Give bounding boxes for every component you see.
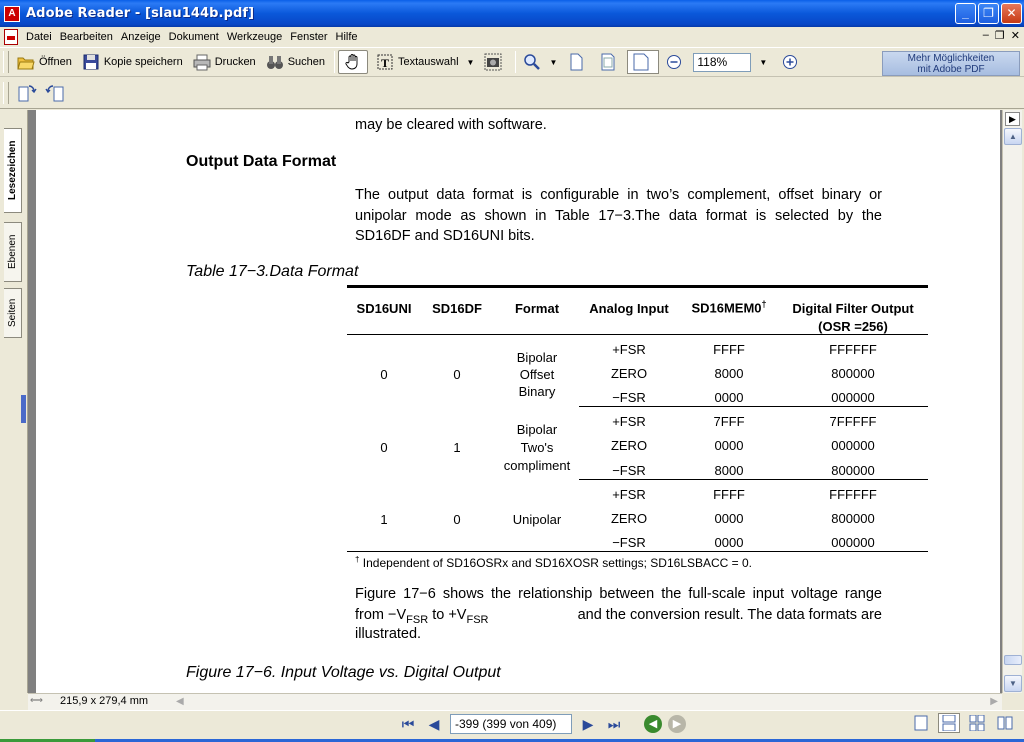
table-cell: ZERO — [610, 366, 648, 381]
paragraph-line: The output data format is configurable in two’s complement, offset binary or — [355, 187, 882, 203]
save-copy-label: Kopie speichern — [103, 56, 183, 68]
promo-line-2: mit Adobe PDF — [917, 64, 985, 75]
table-header: SD16DF — [432, 301, 482, 316]
menu-bearbeiten[interactable]: Bearbeiten — [59, 31, 113, 43]
rotate-clockwise-icon[interactable] — [15, 82, 37, 104]
zoom-in-button[interactable] — [777, 50, 807, 74]
table-header-dagger: † — [761, 299, 767, 309]
snapshot-button[interactable] — [480, 50, 510, 74]
maximize-button[interactable]: ❐ — [978, 3, 999, 24]
table-cell: Offset — [519, 367, 555, 382]
zoom-out-button[interactable] — [661, 50, 691, 74]
page-layout-buttons — [910, 713, 1016, 733]
svg-text:T: T — [381, 56, 390, 70]
table-cell: FFFFFF — [829, 342, 877, 357]
menu-anzeige[interactable]: Anzeige — [120, 31, 161, 43]
first-page-icon[interactable]: ⏮ — [401, 716, 415, 732]
menu-hilfe[interactable]: Hilfe — [335, 31, 358, 43]
table-cell: +FSR — [612, 414, 646, 429]
table-cell: 0000 — [714, 438, 744, 453]
zoom-tool-chevron-icon[interactable]: ▼ — [549, 57, 558, 67]
table-cell: +FSR — [612, 487, 646, 502]
table-cell: 0000 — [714, 511, 744, 526]
table-cell: Binary — [518, 384, 556, 399]
adobe-reader-icon: A — [4, 6, 20, 22]
fit-page-button[interactable] — [595, 50, 625, 74]
page-actual-size-icon — [567, 53, 585, 71]
table-cell: 0 — [380, 367, 388, 382]
table-cell: FFFF — [713, 487, 745, 502]
subscript: FSR — [406, 613, 429, 626]
table-group-rule — [579, 479, 928, 480]
table-cell: 800000 — [831, 366, 875, 381]
printer-icon — [193, 53, 211, 71]
table-cell: 0000 — [714, 535, 744, 550]
table-footnote — [355, 555, 752, 570]
save-copy-button[interactable] — [78, 50, 187, 74]
doc-close-button[interactable]: ✕ — [1010, 30, 1020, 42]
scroll-down-icon[interactable]: ▼ — [1004, 675, 1022, 692]
table-header: Digital Filter Output — [792, 301, 914, 316]
table-cell: 0000 — [714, 390, 744, 405]
secondary-toolbar — [0, 77, 1024, 109]
table-cell: −FSR — [612, 535, 646, 550]
zoom-in-icon — [781, 53, 799, 71]
menu-datei[interactable]: Datei — [26, 31, 52, 43]
pdf-page — [36, 110, 1000, 693]
continuous-facing-icon[interactable] — [994, 713, 1016, 733]
pane-resize-handle[interactable] — [21, 395, 26, 423]
text-run: to +V — [428, 607, 467, 623]
next-page-icon[interactable]: ▶ — [582, 716, 594, 732]
tab-seiten[interactable]: Seiten — [4, 288, 22, 338]
paragraph-fragment: may be cleared with software. — [355, 117, 547, 133]
scroll-left-icon[interactable]: ◀ — [176, 696, 184, 707]
folder-open-icon — [17, 53, 35, 71]
section-heading: Output Data Format — [186, 153, 337, 170]
subscript: FSR — [466, 613, 489, 626]
last-page-icon[interactable]: ⏭ — [607, 716, 621, 732]
figure-caption: Figure 17−6. Input Voltage vs. Digital Output — [186, 664, 501, 681]
hand-icon — [344, 53, 362, 71]
fit-width-button[interactable] — [627, 50, 659, 74]
document-icon[interactable] — [4, 29, 18, 45]
actual-size-button[interactable] — [563, 50, 593, 74]
table-cell: 0 — [380, 440, 388, 455]
page-number-input[interactable]: -399 (399 von 409) — [450, 714, 572, 734]
table-cell: 000000 — [831, 438, 875, 453]
zoom-out-icon — [665, 53, 683, 71]
facing-pages-icon[interactable] — [966, 713, 988, 733]
document-window-controls — [983, 29, 1020, 42]
previous-page-icon[interactable]: ◀ — [428, 716, 440, 732]
toolbar-separator — [334, 51, 335, 73]
table-header-rule — [347, 334, 928, 335]
open-label: Öffnen — [39, 56, 72, 68]
resize-arrows-icon[interactable]: ⟺ — [30, 695, 43, 705]
table-cell: Bipolar — [516, 350, 558, 365]
menu-fenster[interactable]: Fenster — [290, 31, 328, 43]
table-header: Format — [514, 301, 560, 316]
table-header: SD16UNI — [356, 301, 412, 316]
table-cell: ZERO — [610, 511, 648, 526]
table-cell: compliment — [503, 458, 571, 473]
table-cell: 8000 — [714, 366, 744, 381]
zoom-chevron-down-icon[interactable]: ▼ — [759, 57, 768, 67]
title-bar — [0, 0, 1024, 27]
document-view[interactable] — [28, 110, 1002, 693]
text-run: and the conversion result. The data formats are — [573, 607, 882, 623]
paragraph-line: illustrated. — [355, 626, 422, 642]
promo-line-1: Mehr Möglichkeiten — [907, 53, 995, 64]
table-cell: 000000 — [831, 535, 875, 550]
rotate-counterclockwise-icon[interactable] — [45, 82, 67, 104]
back-view-icon[interactable]: ◀ — [644, 715, 662, 733]
zoom-input[interactable]: 118% — [693, 53, 751, 72]
print-label: Drucken — [214, 56, 256, 68]
chevron-down-icon[interactable]: ▼ — [466, 57, 475, 67]
save-icon — [82, 53, 100, 71]
menu-bar — [0, 27, 1024, 47]
scroll-up-icon[interactable]: ▲ — [1004, 128, 1022, 145]
page-fit-icon — [599, 53, 617, 71]
table-cell: −FSR — [612, 390, 646, 405]
forward-view-icon[interactable]: ▶ — [668, 715, 686, 733]
table-header-text: SD16MEM0 — [691, 300, 762, 316]
text-run: from −V — [355, 607, 407, 623]
table-cell: Two's — [520, 440, 554, 455]
table-group-rule — [579, 406, 928, 407]
table-cell: 0 — [453, 512, 461, 527]
open-button[interactable] — [13, 50, 76, 74]
page-size-label: 215,9 x 279,4 mm — [60, 695, 149, 707]
table-cell: −FSR — [612, 463, 646, 478]
single-page-icon[interactable] — [910, 713, 932, 733]
menu-werkzeuge[interactable]: Werkzeuge — [226, 31, 283, 43]
horizontal-scrollbar[interactable] — [28, 693, 1002, 710]
table-cell: 800000 — [831, 511, 875, 526]
table-cell: FFFF — [713, 342, 745, 357]
window-controls — [955, 3, 1022, 24]
table-cell: Unipolar — [512, 512, 562, 527]
table-caption: Table 17−3.Data Format — [186, 263, 359, 280]
table-cell: 7FFF — [713, 414, 745, 429]
minimize-button[interactable]: _ — [955, 3, 976, 24]
table-header: Analog Input — [589, 301, 669, 316]
table-cell: Bipolar — [516, 422, 558, 437]
toolbar-grip[interactable] — [3, 51, 9, 73]
table-cell: 1 — [380, 512, 388, 527]
toolbar-separator — [515, 51, 516, 73]
doc-restore-button[interactable]: ❐ — [994, 30, 1005, 42]
text-select-icon — [376, 53, 394, 71]
hand-tool-button[interactable] — [338, 50, 368, 74]
page-fit-width-icon — [632, 53, 650, 71]
table-cell: 1 — [453, 440, 461, 455]
window-title: Adobe Reader - [slau144b.pdf] — [26, 6, 255, 21]
paragraph-line — [355, 605, 882, 630]
table-cell: 000000 — [831, 390, 875, 405]
print-button[interactable] — [189, 50, 260, 74]
table-cell: 800000 — [831, 463, 875, 478]
magnifier-icon — [523, 53, 541, 71]
table-top-rule — [347, 285, 928, 288]
main-toolbar — [0, 47, 1024, 77]
tab-lesezeichen[interactable]: Lesezeichen — [4, 128, 22, 213]
navigation-pane — [0, 110, 28, 693]
table-bottom-rule — [347, 551, 928, 552]
nav-pane-toggle-icon[interactable]: ▶ — [1005, 112, 1020, 126]
table-cell: 7FFFFF — [829, 414, 877, 429]
text-select-label: Textauswahl — [398, 56, 459, 68]
tab-ebenen[interactable]: Ebenen — [4, 222, 22, 282]
vertical-scrollbar[interactable] — [1002, 110, 1022, 693]
scroll-thumb[interactable] — [1004, 655, 1022, 665]
search-label: Suchen — [287, 56, 325, 68]
doc-minimize-button[interactable]: – — [982, 29, 989, 41]
table-cell: 8000 — [714, 463, 744, 478]
paragraph-line: Figure 17−6 shows the relationship between the full-scale input voltage range — [355, 586, 882, 602]
camera-icon — [484, 53, 502, 71]
search-button[interactable] — [262, 50, 329, 74]
binoculars-icon — [266, 53, 284, 71]
close-button[interactable]: ✕ — [1001, 3, 1022, 24]
paragraph-line: unipolar mode as shown in Table 17−3.The data format is selected by the — [355, 207, 882, 224]
table-header-subline: (OSR =256) — [818, 319, 888, 334]
table-cell: ZERO — [610, 438, 648, 453]
table-cell: FFFFFF — [829, 487, 877, 502]
table-cell: 0 — [453, 367, 461, 382]
toolbar-grip[interactable] — [3, 82, 9, 104]
footnote-text: Independent of SD16OSRx and SD16XOSR settings; SD16LSBACC = 0. — [362, 556, 753, 570]
table-header — [684, 299, 774, 315]
adobe-pdf-promo-button[interactable] — [882, 51, 1020, 76]
continuous-page-icon[interactable] — [938, 713, 960, 733]
page-navigation — [398, 713, 686, 735]
zoom-tool-button[interactable] — [519, 50, 561, 74]
scroll-right-icon[interactable]: ▶ — [990, 696, 998, 707]
footnote-dagger: † — [355, 555, 360, 564]
paragraph-line: SD16DF and SD16UNI bits. — [355, 228, 535, 244]
text-select-button[interactable] — [372, 50, 478, 74]
table-cell: +FSR — [612, 342, 646, 357]
menu-dokument[interactable]: Dokument — [168, 31, 219, 43]
